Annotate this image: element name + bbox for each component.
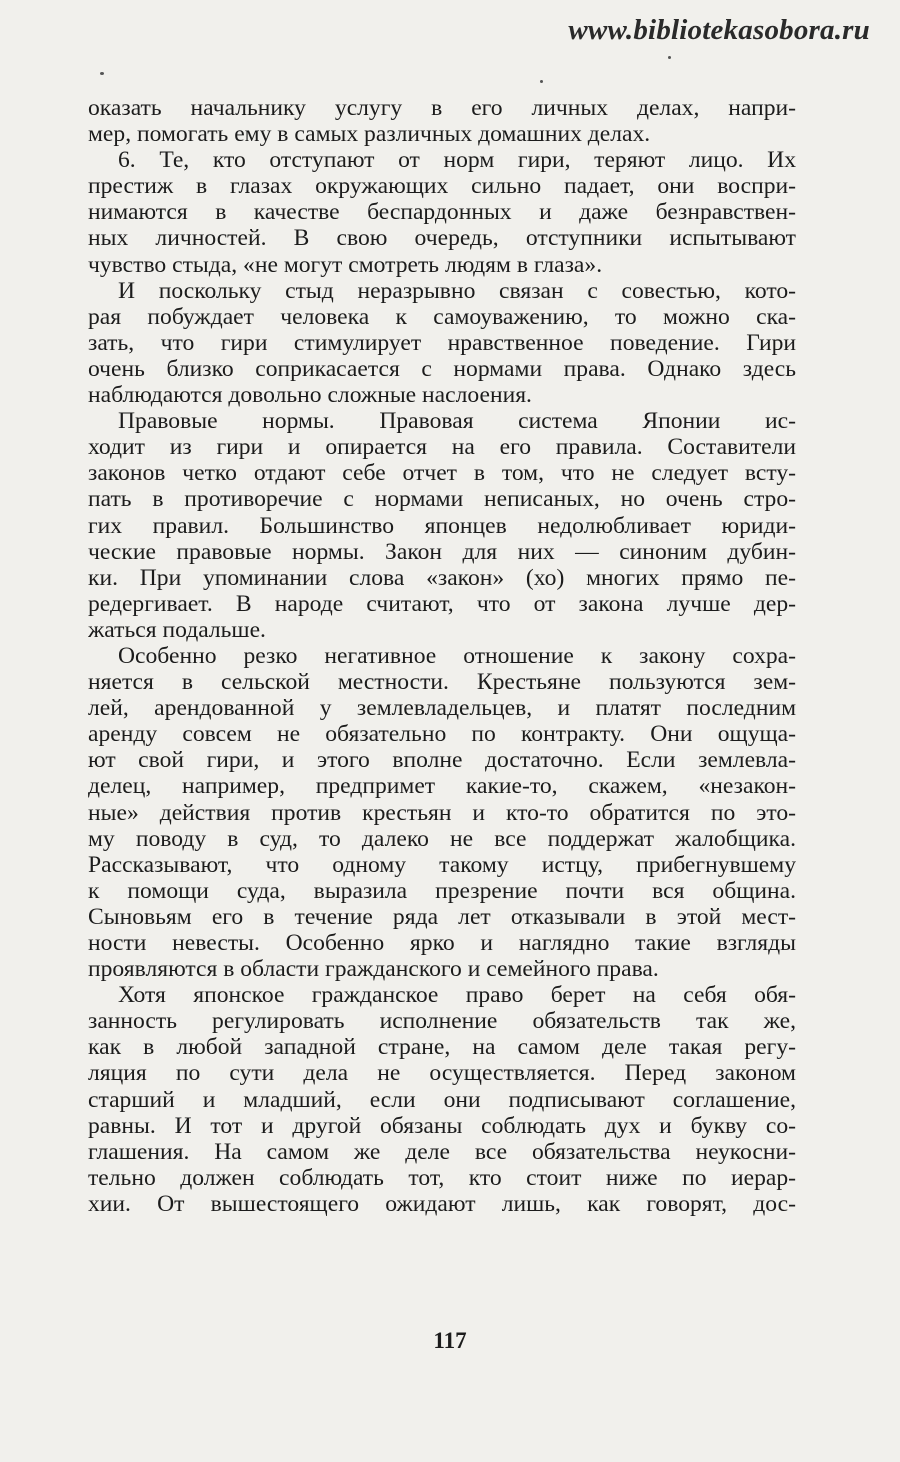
- text-line: ных личностей. В свою очередь, отступники испытывают: [88, 225, 796, 252]
- text-line: аренду совсем не обязательно по контракту. Они ощуща-: [88, 721, 796, 748]
- text-line: Рассказывают, что одному такому истцу, прибегнувшему: [88, 851, 796, 878]
- text-line: Особенно резко негативное отношение к закону сохра-: [118, 642, 796, 669]
- text-line: занность регулировать исполнение обязательств так же,: [88, 1008, 796, 1035]
- text-line: чувство стыда, «не могут смотреть людям в глаза».: [88, 251, 603, 278]
- text-line: И поскольку стыд неразрывно связан с совестью, кото-: [118, 277, 796, 304]
- text-line: пать в противоречие с нормами неписаных, но очень стро-: [88, 486, 796, 513]
- text-line: равны. И тот и другой обязаны соблюдать дух и букву со-: [88, 1112, 796, 1139]
- text-line: 6. Те, кто отступают от норм гири, теряют лицо. Их: [118, 147, 796, 174]
- text-line: ные» действия против крестьян и кто-то обратится по это-: [88, 799, 796, 826]
- text-line: редергивает. В народе считают, что от закона лучше дер-: [88, 590, 796, 617]
- text-line: глашения. На самом же деле все обязательства неукосни-: [88, 1138, 796, 1165]
- text-line: ки. При упоминании слова «закон» (хо) многих прямо пе-: [88, 564, 796, 591]
- scan-speck: [540, 80, 543, 83]
- scan-speck: [100, 72, 104, 75]
- text-line: Сыновьям его в течение ряда лет отказывали в этой мест-: [88, 903, 796, 930]
- text-line: нимаются в качестве беспардонных и даже безнравствен-: [88, 199, 796, 226]
- text-line: рая побуждает человека к самоуважению, то можно ска-: [88, 303, 796, 330]
- text-line: ют свой гири, и этого вполне достаточно. Если землевла-: [88, 747, 796, 774]
- page-number: 117: [433, 1328, 467, 1353]
- text-line: проявляются в области гражданского и семейного права.: [88, 956, 659, 983]
- text-line: ности невесты. Особенно ярко и наглядно такие взгляды: [88, 930, 796, 956]
- text-line: к помощи суда, выразила презрение почти вся община.: [88, 877, 796, 904]
- text-line: тельно должен соблюдать тот, кто стоит ниже по иерар-: [88, 1164, 796, 1191]
- text-line: престиж в глазах окружающих сильно падает, они воспри-: [88, 173, 796, 200]
- text-line: ляция по сути дела не осуществляется. Перед законом: [88, 1060, 796, 1087]
- text-line: лей, арендованной у землевладельцев, и платят последним: [88, 695, 796, 722]
- text-line: Хотя японское гражданское право берет на себя обя-: [118, 982, 796, 1009]
- text-line: жаться подальше.: [88, 616, 266, 643]
- text-line: делец, например, предпримет какие-то, скажем, «незакон-: [88, 773, 796, 800]
- text-line: оказать начальнику услугу в его личных делах, напри-: [88, 95, 796, 121]
- text-line: няется в сельской местности. Крестьяне пользуются зем-: [88, 669, 796, 696]
- text-line: мер, помогать ему в самых различных домашних делах.: [88, 121, 651, 148]
- site-watermark: www.bibliotekasobora.ru: [568, 14, 870, 46]
- text-line: очень близко соприкасается с нормами права. Однако здесь: [88, 355, 796, 382]
- text-line: му поводу в суд, то далеко не все поддержат жалобщика.: [88, 825, 796, 852]
- text-line: как в любой западной стране, на самом деле такая регу-: [88, 1034, 796, 1061]
- text-line: ходит из гири и опирается на его правила. Составители: [88, 434, 796, 461]
- text-line: законов четко отдают себе отчет в том, что не следует всту-: [88, 460, 796, 487]
- text-line: зать, что гири стимулирует нравственное поведение. Гири: [88, 329, 796, 356]
- book-page-text: [88, 95, 796, 1217]
- text-line: гих правил. Большинство японцев недолюбливает юриди-: [88, 512, 796, 539]
- text-line: хии. От вышестоящего ожидают лишь, как говорят, дос-: [88, 1190, 796, 1217]
- scan-speck: [668, 56, 671, 59]
- text-line: наблюдаются довольно сложные наслоения.: [88, 382, 532, 409]
- text-line: старший и младший, если они подписывают соглашение,: [88, 1086, 796, 1113]
- text-line: ческие правовые нормы. Закон для них — синоним дубин-: [88, 538, 796, 565]
- text-line: Правовые нормы. Правовая система Японии ис-: [118, 408, 796, 435]
